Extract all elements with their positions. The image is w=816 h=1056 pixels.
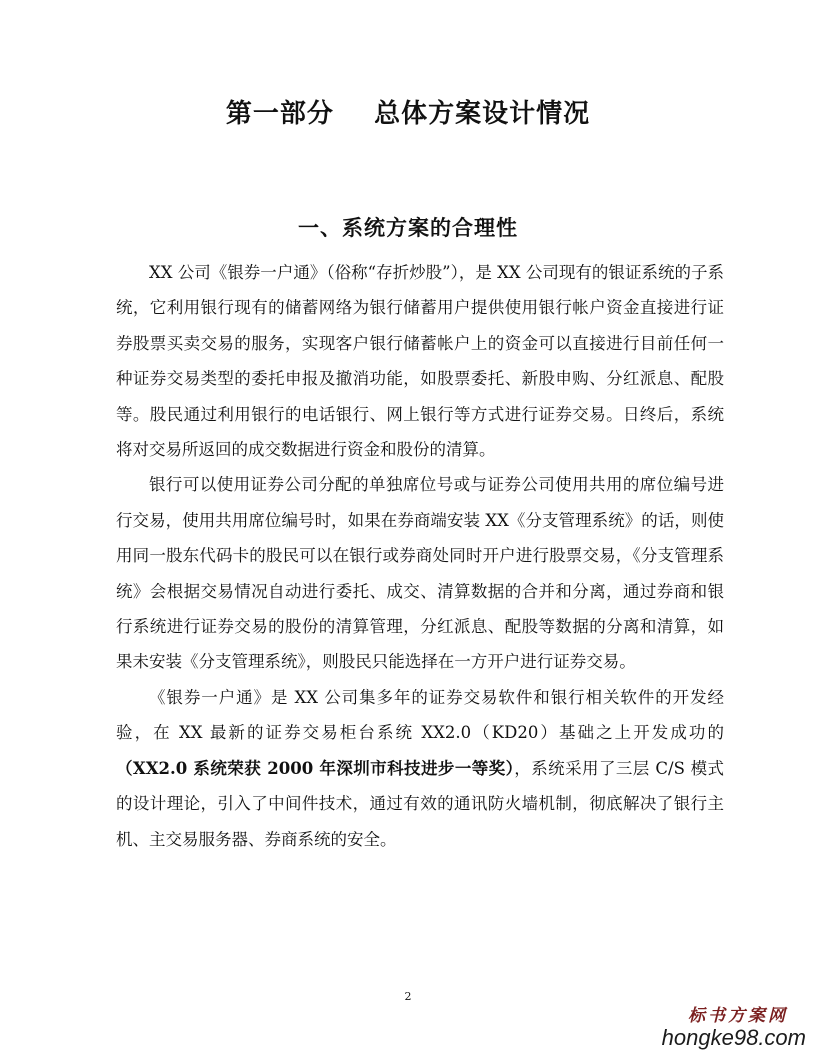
paragraph-3-start: 《银券一户通》是 XX 公司集多年的证券交易软件和银行相关软件的开发经验，在 XX 最新的证券交易柜台系统 XX2.0（KD20）基础之上开发成功的 xyxy=(116,687,724,743)
paragraph-2: 银行可以使用证券公司分配的单独席位号或与证券公司使用共用的席位编号进行交易，使用共用席位编号时，如果在券商端安装 XX《分支管理系统》的话，则使用同一股东代码卡的股民可以在银行或券商处同时开户进行股票交易，《分支管理系统》会根据交易情况自动进行委托、成交、清算数据的合并和分离，通过券商和银行系统进行证券交易的股份的清算管理，分红派息、配股等数据的分离和清算，如果未安装《分支管理系统》，则股民只能选择在一方开户进行证券交易。 xyxy=(116,475,724,672)
paragraph-3 xyxy=(116,680,724,857)
part-title: 第一部分 总体方案设计情况 xyxy=(225,99,591,129)
watermark-url-text: hongke98.com xyxy=(661,1025,806,1050)
body-text xyxy=(116,255,724,857)
watermark xyxy=(662,1001,806,1050)
paragraph-3-end: ，系统采用了三层 C/S 模式的设计理论，引入了中间件技术，通过有效的通讯防火墙机制，彻底解决了银行主机、主交易服务器、券商系统的安全。 xyxy=(116,758,724,849)
paragraph-1: XX 公司《银券一户通》（俗称“存折炒股”），是 XX 公司现有的银证系统的子系统，它利用银行现有的储蓄网络为银行储蓄用户提供使用银行帐户资金直接进行证券股票买卖交易的服务，实现客户银行储蓄帐户上的资金可以直接进行目前任何一种证券交易类型的委托申报及撤消功能，如股票委托、新股申购、分红派息、配股等。股民通过利用银行的电话银行、网上银行等方式进行证券交易。日终后，系统将对交易所返回的成交数据进行资金和股份的清算。 xyxy=(116,263,724,460)
watermark-cn-text: 标书方案网 xyxy=(688,1006,788,1025)
award-note: （XX2.0 系统荣获 2000 年深圳市科技进步一等奖） xyxy=(116,758,515,778)
section-title: 一、系统方案的合理性 xyxy=(298,216,518,240)
page-number: 2 xyxy=(404,990,412,1003)
